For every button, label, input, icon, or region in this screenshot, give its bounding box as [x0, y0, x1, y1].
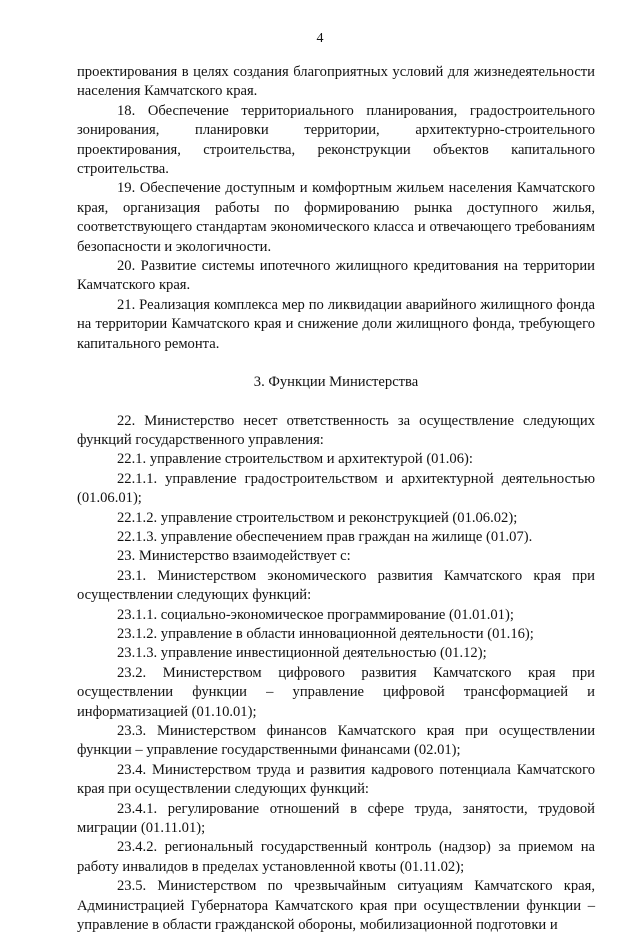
- paragraph-item-23: 23. Министерство взаимодействует с:: [117, 548, 351, 565]
- paragraph-item-23-1: 23.1. Министерством экономического развития Камчатского края при осуществлении следующих функций:: [77, 567, 595, 604]
- paragraph-item-22-1: 22.1. управление строительством и архитектурой (01.06):: [117, 451, 473, 468]
- section-heading: 3. Функции Министерства: [253, 374, 419, 391]
- paragraph-item-23-3: 23.3. Министерством финансов Камчатского края при осуществлении функции – управление государственными финансами (02.01);: [77, 723, 595, 759]
- paragraph-item-22-1-1: 22.1.1. управление градостроительством и архитектурной деятельностью (01.06.01);: [77, 470, 595, 507]
- paragraph-item-23-1-1: 23.1.1. социально-экономическое программирование (01.01.01);: [117, 606, 514, 623]
- paragraph-item-22-1-3: 22.1.3. управление обеспечением прав граждан на жилище (01.07).: [117, 528, 533, 545]
- paragraph-item-23-4: 23.4. Министерством труда и развития кадрового потенциала Камчатского края при осуществлении следующих функций:: [77, 761, 595, 798]
- paragraph-item-20: 20. Развитие системы ипотечного жилищного кредитования на территории Камчатского края.: [77, 258, 595, 294]
- paragraph-item-21: 21. Реализация комплекса мер по ликвидации аварийного жилищного фонда на территории Камчатского края и снижение доли жилищного фонда, требующего капитального ремонта.: [77, 296, 595, 352]
- paragraph-item-23-5: 23.5. Министерством по чрезвычайным ситуациям Камчатского края, Администрацией Губернатора Камчатского края при осуществлении функции – управление в области гражданской обороны, мобилизационной подготовки и: [77, 878, 595, 934]
- paragraph-item-19: 19. Обеспечение доступным и комфортным жильем населения Камчатского края, организация работы по формированию рынка доступного жилья, соответствующего стандартам экономического класса и отвечающего требованиям безопасности и экологичности.: [77, 180, 595, 255]
- paragraph-item-18: 18. Обеспечение территориального планирования, градостроительного зонирования, планировки территории, архитектурно-строительного проектирования, строительства, реконструкции объектов капитального строительства.: [77, 102, 595, 178]
- paragraph-item-23-1-2: 23.1.2. управление в области инновационной деятельности (01.16);: [117, 625, 534, 642]
- paragraph-continuation: проектирования в целях создания благоприятных условий для жизнедеятельности населения Камчатского края.: [77, 64, 595, 100]
- paragraph-item-23-4-1: 23.4.1. регулирование отношений в сфере труда, занятости, трудовой миграции (01.11.01);: [77, 800, 595, 837]
- paragraph-item-22: 22. Министерство несет ответственность за осуществление следующих функций государственного управления:: [77, 412, 595, 448]
- document-body: [77, 63, 595, 935]
- paragraph-item-22-1-2: 22.1.2. управление строительством и реконструкцией (01.06.02);: [117, 509, 518, 526]
- paragraph-item-23-4-2: 23.4.2. региональный государственный контроль (надзор) за приемом на работу инвалидов в пределах установленной квоты (01.11.02);: [77, 839, 595, 875]
- paragraph-item-23-2: 23.2. Министерством цифрового развития Камчатского края при осуществлении функции – управление цифровой трансформацией и информатизацией (01.10.01);: [77, 664, 595, 720]
- page-number: 4: [316, 31, 324, 46]
- paragraph-item-23-1-3: 23.1.3. управление инвестиционной деятельностью (01.12);: [117, 645, 487, 662]
